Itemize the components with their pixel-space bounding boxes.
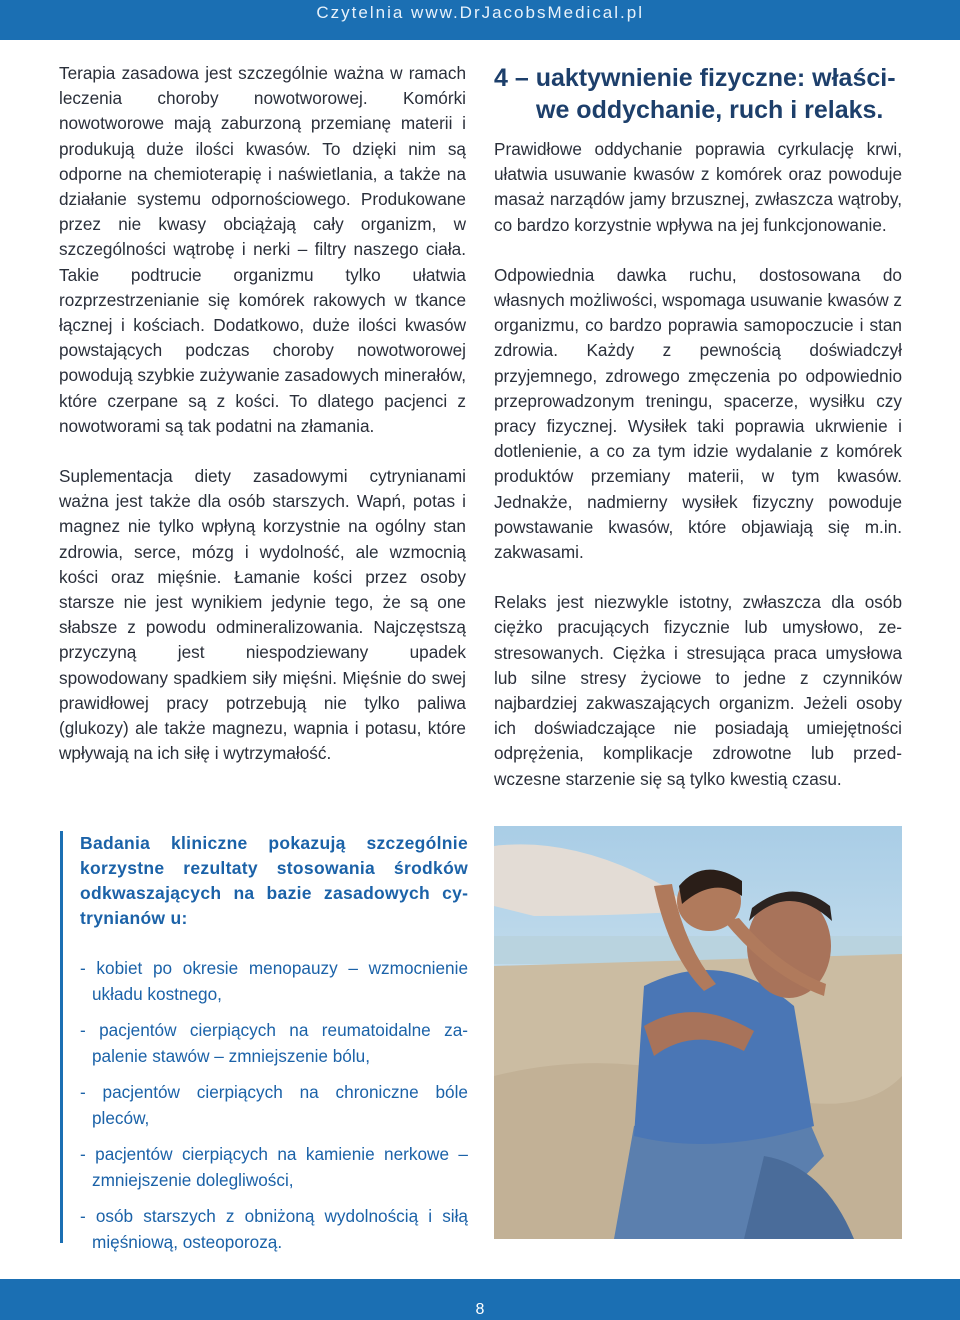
section-heading-line2: we oddychanie, ruch i relaks. — [536, 96, 884, 124]
left-column — [59, 61, 466, 766]
header-bar — [0, 0, 960, 40]
callout-title: Badania kliniczne pokazują szczególnie korzystne rezultaty stosowania środków odkwaszających na bazie zasadowych cytrynianów u: — [80, 833, 468, 928]
callout-item: - kobiet po okresie menopauzy – wzmocnienie układu kostnego, — [80, 958, 468, 1004]
paragraph-breathing: Prawidłowe oddychanie poprawia cyrkulację krwi, ułatwia usuwanie kwasów z komórek oraz powoduje masaż narządów jamy brzusznej, zwłaszcza wątroby, co bardzo korzystnie wpływa na jej funkcjonowanie. — [494, 139, 902, 235]
callout-item: - osób starszych z obniżoną wydolnością i siłą mięśniową, osteoporozą. — [80, 1206, 468, 1252]
paragraph-cancer-therapy: Terapia zasadowa jest szczególnie ważna w ramach leczenia choroby nowotworowej. Komórki nowotworowe mają zaburzoną przemianę materii i produkują duże ilości kwasów. To dzięki nim są odporne na chemioterapię i naświetlania, a także na działanie systemu odpornościowego. Produkowane przez nie kwasy obciążają cały organizm, w szczególności wątrobę i nerki – filtry naszego ciała. Takie podtrucie organizmu tylko ułatwia rozprzestrzenianie się komórek rakowych w tkance łącznej i kościach. Dodatkowo, duże ilości kwasów powstających podczas choroby nowotworowej powodują szybkie zużywanie zasadowych minerałów, które czerpane są z kości. To dlatego pacjenci z nowotworami są tak podatni na złamania. — [59, 63, 466, 436]
father-and-daughter-beach-photo — [494, 826, 902, 1239]
section-heading — [494, 62, 902, 126]
paragraph-relaxation: Relaks jest niezwykle istotny, zwłaszcza dla osób ciężko pracujących fizycznie lub umysłowo, zestresowanych. Ciężka i stresująca praca umysłowa lub silne stresy życiowe to jedne z czynników najbardziej zakwaszających organizm. Jeżeli osoby ich doświadczające nie posiadają umiejętności odprężenia, komplikacje zdrowotne lub przedwczesne starzenie się są tylko kwestią czasu. — [494, 592, 902, 789]
clinical-studies-callout — [60, 831, 468, 1252]
paragraph-movement: Odpowiednia dawka ruchu, dostosowana do własnych możliwości, wspomaga usuwanie kwasów z organizmu, co bardzo poprawia samopoczucie i stan zdrowia. Każdy z pewnością doświadczył przyjemnego, zdrowego zmęczenia po odpowiednio przeprowadzonym treningu, spacerze, wysiłku czy pracy fizycznej. Wysiłek taki poprawia ukrwienie i dotlenienie, a co za tym idzie wydalanie z komórek produktów przemiany materii, w tym kwasów. Jednakże, nadmierny wysiłek fizyczny powoduje powstawanie kwasów, które objawiają się m.in. zakwasami. — [494, 264, 902, 563]
callout-item: - pacjentów cierpiących na kamienie nerkowe – zmniejszenie dolegliwości, — [80, 1144, 468, 1190]
callout-item: - pacjentów cierpiących na chroniczne bóle pleców, — [80, 1082, 468, 1128]
callout-list — [80, 956, 468, 1255]
footer-bar — [0, 1279, 960, 1320]
callout-item: - pacjentów cierpiących na reumatoidalne zapalenie stawów – zmniejszenie bólu, — [80, 1020, 468, 1066]
site-label[interactable]: Czytelnia www.DrJacobsMedical.pl — [316, 3, 644, 22]
paragraph-elderly-supplementation: Suplementacja diety zasadowymi cytrynianami ważna jest także dla osób starszych. Wapń, potas i magnez nie tylko wpłyną korzystnie na ogólny stan zdrowia, serce, mózg i wydolność, ale wzmocnią kości oraz mięśnie. Łamanie kości przez osoby starsze nie jest wynikiem jedynie tego, że są one słabsze z powodu odmineralizowania. Najczęstszą przyczyną jest niespodziewany upadek spowodowany spadkiem siły mięśni. Mięśnie do swej prawidłowej pracy potrzebują nie tylko paliwa (glukozy) ale także magnezu, wapnia i potasu, które wpływają na ich siłę i wytrzymałość. — [59, 466, 466, 764]
page-number: 8 — [475, 1301, 485, 1318]
section-heading-line1: 4 – uaktywnienie fizyczne: właści- — [494, 64, 896, 92]
photo-illustration — [494, 826, 902, 1239]
right-column — [494, 137, 902, 792]
